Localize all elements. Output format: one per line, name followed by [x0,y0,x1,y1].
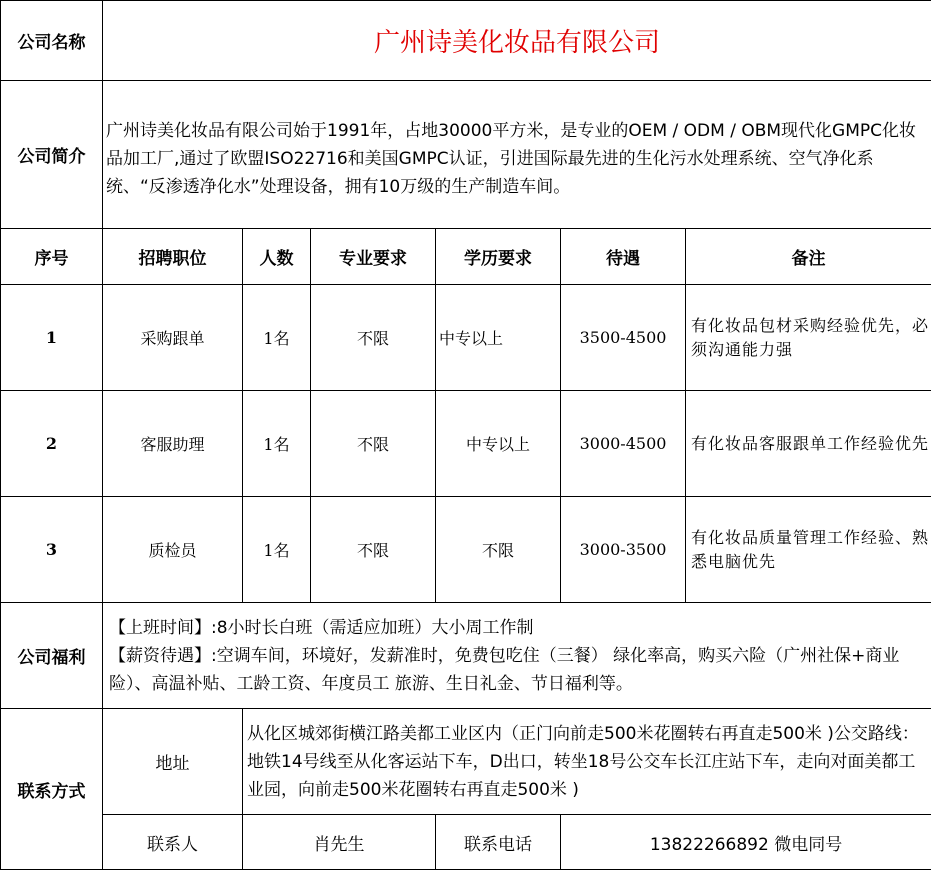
benefits-row [1,603,931,709]
phone-label: 联系电话 [436,815,561,870]
header-salary: 待遇 [561,229,686,285]
address-label: 地址 [103,709,243,815]
benefits-work-hours: 【上班时间】:8小时长白班（需适应加班）大小周工作制 [109,614,927,642]
table-header-row [1,229,931,285]
contact-label: 联系方式 [1,709,103,870]
row-count: 1名 [243,391,311,497]
row-major: 不限 [311,497,436,603]
contact-person-label: 联系人 [103,815,243,870]
header-no: 序号 [1,229,103,285]
row-count: 1名 [243,285,311,391]
row-major: 不限 [311,285,436,391]
benefits-label: 公司福利 [1,603,103,709]
header-education: 学历要求 [436,229,561,285]
row-salary: 3000-3500 [561,497,686,603]
row-no: 1 [1,285,103,391]
row-note: 有化妆品客服跟单工作经验优先 [686,391,931,497]
row-position: 客服助理 [103,391,243,497]
row-education: 中专以上 [436,391,561,497]
contact-person: 肖先生 [243,815,436,870]
company-name-label: 公司名称 [1,1,103,81]
table-row [1,285,931,391]
address-text: 从化区城郊街横江路美都工业区内（正门向前走500米花圈转右再直走500米 )公交路线：地铁14号线至从化客运站下车，D出口，转坐18号公交车长江庄站下车，走向对面美都工业园，向前走500米花圈转右再直走500米 ) [243,709,931,815]
company-intro-text: 广州诗美化妆品有限公司始于1991年，占地30000平方米，是专业的OEM / ODM / OBM现代化GMPC化妆品加工厂,通过了欧盟ISO22716和美国GMPC认证，引进国际最先进的生化污水处理系统、空气净化系统、“反渗透净化水”处理设备，拥有10万级的生产制造车间。 [103,81,931,229]
company-name: 广州诗美化妆品有限公司 [103,1,931,81]
company-intro-row [1,81,931,229]
row-note: 有化妆品质量管理工作经验、熟悉电脑优先 [686,497,931,603]
header-note: 备注 [686,229,931,285]
header-major: 专业要求 [311,229,436,285]
benefits-content [103,603,931,709]
row-salary: 3000-4500 [561,391,686,497]
row-count: 1名 [243,497,311,603]
table-row [1,497,931,603]
row-no: 2 [1,391,103,497]
benefits-salary: 【薪资待遇】:空调车间，环境好，发薪准时，免费包吃住（三餐） 绿化率高，购买六险（广州社保+商业险）、高温补贴、工龄工资、年度员工 旅游、生日礼金、节日福利等。 [109,642,927,698]
row-note: 有化妆品包材采购经验优先，必须沟通能力强 [686,285,931,391]
row-salary: 3500-4500 [561,285,686,391]
row-education: 中专以上 [436,285,561,391]
contact-person-row [1,815,931,870]
company-intro-label: 公司简介 [1,81,103,229]
row-education: 不限 [436,497,561,603]
row-no: 3 [1,497,103,603]
header-position: 招聘职位 [103,229,243,285]
company-name-row [1,1,931,81]
header-count: 人数 [243,229,311,285]
table-row [1,391,931,497]
row-position: 采购跟单 [103,285,243,391]
row-major: 不限 [311,391,436,497]
phone-number: 13822266892 微电同号 [561,815,931,870]
address-row [1,709,931,815]
row-position: 质检员 [103,497,243,603]
